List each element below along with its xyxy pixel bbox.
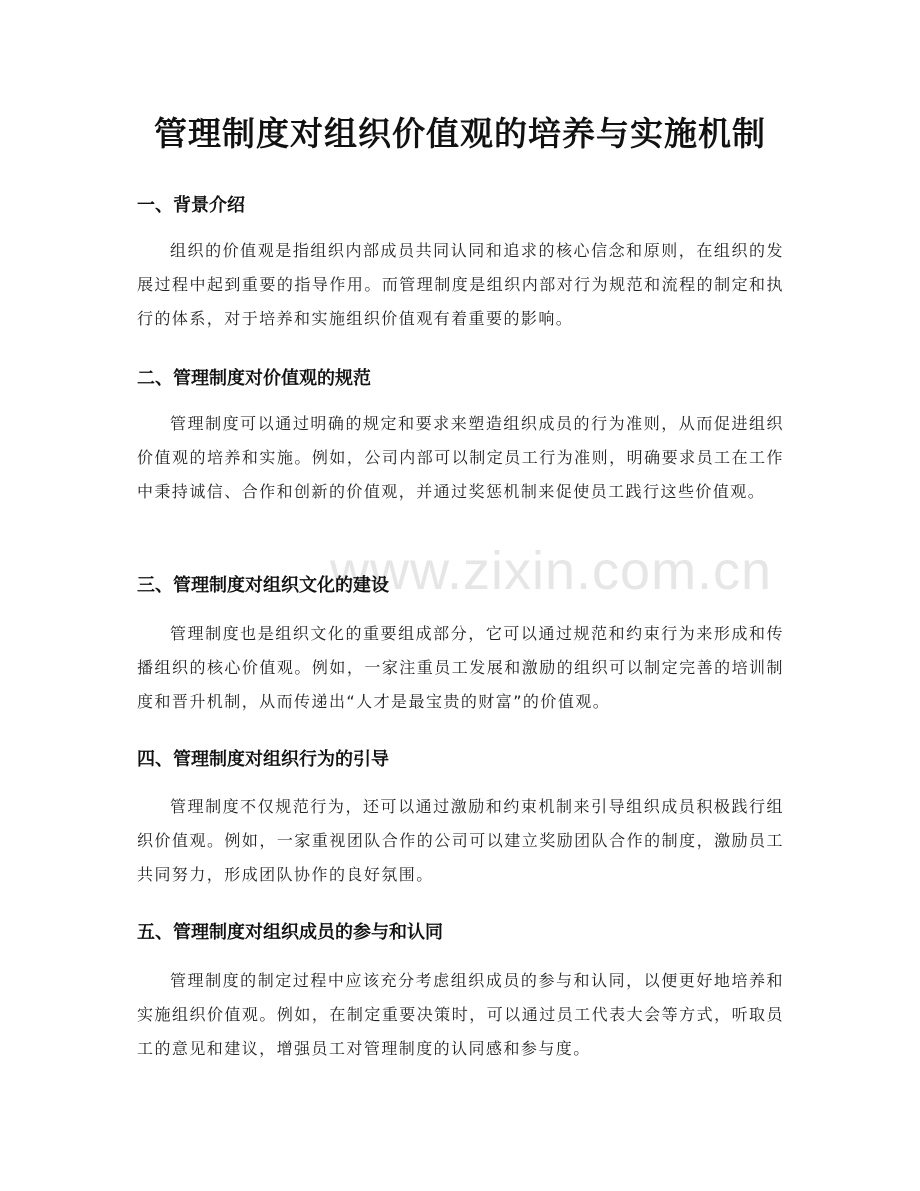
section-heading-3: 三、管理制度对组织文化的建设 <box>137 575 389 596</box>
section-heading-2: 二、管理制度对价值观的规范 <box>137 368 371 389</box>
section-paragraph-4: 管理制度不仅规范行为，还可以通过激励和约束机制来引导组织成员积极践行组织价值观。例如，一家重视团队合作的公司可以建立奖励团队合作的制度，激励员工共同努力，形成团队协作的良好氛围。 <box>137 797 784 884</box>
section-heading-1: 一、背景介绍 <box>137 195 245 216</box>
section-paragraph-1: 组织的价值观是指组织内部成员共同认同和追求的核心信念和原则，在组织的发展过程中起到重要的指导作用。而管理制度是组织内部对行为规范和流程的制定和执行的体系，对于培养和实施组织价值观有着重要的影响。 <box>137 241 784 328</box>
page-title: 管理制度对组织价值观的培养与实施机制 <box>154 114 766 153</box>
section-paragraph-2: 管理制度可以通过明确的规定和要求来塑造组织成员的行为准则，从而促进组织价值观的培养和实施。例如，公司内部可以制定员工行为准则，明确要求员工在工作中秉持诚信、合作和创新的价值观，并通过奖惩机制来促使员工践行这些价值观。 <box>137 414 784 501</box>
section-paragraph-5: 管理制度的制定过程中应该充分考虑组织成员的参与和认同，以便更好地培养和实施组织价值观。例如，在制定重要决策时，可以通过员工代表大会等方式，听取员工的意见和建议，增强员工对管理制度的认同感和参与度。 <box>137 971 784 1058</box>
watermark: www.zixin.com.cn <box>330 541 773 601</box>
section-paragraph-3: 管理制度也是组织文化的重要组成部分，它可以通过规范和约束行为来形成和传播组织的核心价值观。例如，一家注重员工发展和激励的组织可以制定完善的培训制度和晋升机制，从而传递出“人才是最宝贵的财富”的价值观。 <box>137 624 784 711</box>
section-heading-5: 五、管理制度对组织成员的参与和认同 <box>137 922 443 943</box>
section-heading-4: 四、管理制度对组织行为的引导 <box>137 749 389 770</box>
